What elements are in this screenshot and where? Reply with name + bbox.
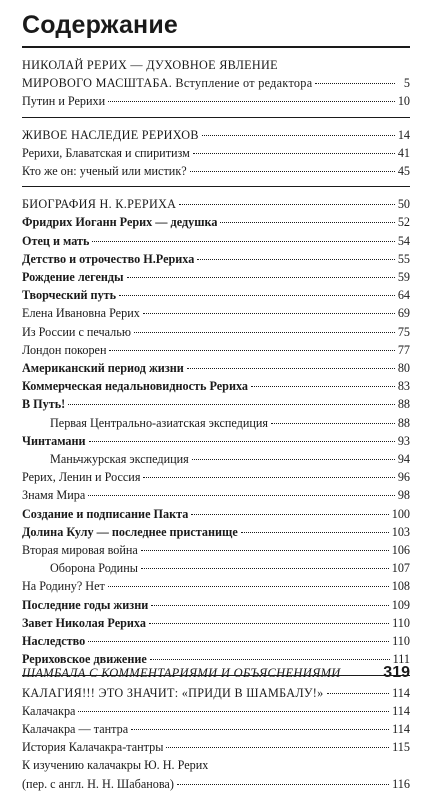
toc-entry[interactable] (22, 720, 410, 738)
dot-leader (141, 550, 389, 551)
dot-leader (131, 729, 389, 730)
toc-entry-title: Калачакра (22, 703, 76, 718)
dot-leader (127, 277, 395, 278)
toc-section (22, 126, 410, 181)
toc-entry[interactable] (22, 56, 410, 74)
toc-entry-title: Творческий путь (22, 288, 117, 303)
toc-entry[interactable] (22, 738, 410, 756)
toc-entry-page: 88 (397, 415, 410, 430)
toc-entry-title: (пер. с англ. Н. Н. Шабанова) (22, 776, 174, 791)
dot-leader (88, 495, 395, 496)
toc-entry-title: ЖИВОЕ НАСЛЕДИЕ РЕРИХОВ (22, 127, 199, 142)
toc-entry-page: 93 (397, 433, 410, 448)
dot-leader (68, 404, 395, 405)
section-divider (22, 117, 410, 118)
toc-entry-title: Американский период жизни (22, 361, 184, 376)
dot-leader (166, 747, 389, 748)
dot-leader (88, 641, 389, 642)
toc-entry-page: 111 (392, 652, 410, 667)
dot-leader (271, 423, 395, 424)
dot-leader (119, 295, 395, 296)
toc-entry-title: В Путь! (22, 397, 66, 412)
toc-entry-title: Вторая мировая война (22, 543, 138, 558)
dot-leader (108, 586, 389, 587)
toc-entry-title: Создание и подписание Пакта (22, 506, 189, 521)
toc-entry-page: 52 (397, 215, 410, 230)
dot-leader (327, 693, 390, 694)
dot-leader (187, 368, 395, 369)
title-rule (22, 46, 410, 48)
toc-entry-page: 54 (397, 233, 410, 248)
toc-entry[interactable] (22, 286, 410, 304)
toc-entry-page: 109 (391, 597, 410, 612)
toc-entry-page: 69 (397, 306, 410, 321)
toc-entry[interactable] (22, 144, 410, 162)
toc-entry-title: Из России с печалью (22, 324, 131, 339)
toc-entry-title: Рериховское движение (22, 652, 147, 667)
toc-entry-page: 59 (397, 270, 410, 285)
toc-entry-title: Чинтамани (22, 433, 86, 448)
dot-leader (193, 153, 395, 154)
toc-entry-page: 41 (397, 145, 410, 160)
page-number: 319 (383, 664, 410, 681)
toc-entry-page: 114 (392, 703, 410, 718)
toc-entry[interactable] (22, 596, 410, 614)
toc-entry-title: КАЛАГИЯ!!! ЭТО ЗНАЧИТ: «ПРИДИ В ШАМБАЛУ!» (22, 685, 324, 700)
toc-entry-page: 103 (391, 524, 410, 539)
toc-entry[interactable] (22, 359, 410, 377)
toc-entry[interactable] (22, 468, 410, 486)
toc-entry[interactable] (22, 74, 410, 92)
toc-entry[interactable] (22, 523, 410, 541)
toc-entry-title: Долина Кулу — последнее пристанище (22, 524, 238, 539)
toc-entry[interactable] (22, 323, 410, 341)
toc-entry[interactable] (22, 486, 410, 504)
toc-entry[interactable] (22, 232, 410, 250)
toc-entry[interactable] (22, 432, 410, 450)
toc-entry-title: Рождение легенды (22, 270, 124, 285)
toc-entry-title: Елена Ивановна Рерих (22, 306, 140, 321)
dot-leader (92, 241, 394, 242)
dot-leader (197, 259, 394, 260)
toc-entry-title: Завет Николая Рериха (22, 615, 146, 630)
running-title: ШАМБАЛА С КОММЕНТАРИЯМИ И ОБЪЯСНЕНИЯМИ (22, 666, 341, 680)
dot-leader (191, 514, 388, 515)
toc-entry-page: 114 (392, 721, 410, 736)
dot-leader (141, 568, 389, 569)
toc-entry[interactable] (22, 505, 410, 523)
toc-entry-page: 108 (391, 579, 410, 594)
page-footer (22, 664, 410, 682)
dot-leader (150, 659, 390, 660)
dot-leader (143, 313, 395, 314)
toc-section (22, 56, 410, 111)
toc-entry-title: Отец и мать (22, 233, 90, 248)
toc-entry[interactable] (22, 92, 410, 110)
toc-entry-page: 83 (397, 379, 410, 394)
dot-leader (315, 83, 395, 84)
toc-entry[interactable] (22, 541, 410, 559)
toc-entry[interactable] (22, 702, 410, 720)
page-title: Содержание (22, 11, 179, 39)
toc-entry-page: 106 (391, 543, 410, 558)
toc-entry-page: 94 (397, 452, 410, 467)
toc-entry-title: Лондон покорен (22, 342, 107, 357)
toc-entry[interactable] (22, 268, 410, 286)
dot-leader (108, 101, 395, 102)
toc-entry-page: 50 (397, 197, 410, 212)
dot-leader (177, 784, 389, 785)
toc-entry-page: 80 (397, 361, 410, 376)
dot-leader (89, 441, 395, 442)
toc-section (22, 195, 410, 668)
toc-entry-title: Рерихи, Блаватская и спиритизм (22, 145, 190, 160)
dot-leader (220, 222, 394, 223)
dot-leader (202, 135, 395, 136)
toc-entry[interactable] (22, 304, 410, 322)
toc-entry-page: 45 (397, 164, 410, 179)
toc-entry[interactable] (22, 577, 410, 595)
toc-entry-title: Детство и отрочество Н.Рериха (22, 251, 195, 266)
toc-entry-page: 100 (391, 506, 410, 521)
dot-leader (134, 332, 395, 333)
toc-entry-title: Рерих, Ленин и Россия (22, 470, 141, 485)
toc-entry-page: 110 (392, 634, 410, 649)
section-divider (22, 186, 410, 187)
toc-entry-title: Наследство (22, 634, 86, 649)
toc-entry-title: Фридрих Иоганн Рерих — дедушка (22, 215, 218, 230)
toc-entry[interactable] (22, 377, 410, 395)
toc-entry[interactable] (22, 126, 410, 144)
toc-entry-title: История Калачакра-тантры (22, 740, 164, 755)
toc-entry-title: Калачакра — тантра (22, 721, 129, 736)
toc-entry-page: 107 (391, 561, 410, 576)
dot-leader (241, 532, 389, 533)
toc-entry-page: 64 (397, 288, 410, 303)
toc-entry[interactable] (22, 250, 410, 268)
toc-entry-page: 115 (392, 740, 410, 755)
toc-entry-page: 88 (397, 397, 410, 412)
toc-entry-title: Знамя Мира (22, 488, 86, 503)
toc-entry[interactable] (22, 775, 410, 793)
toc-entry-page: 14 (397, 127, 410, 142)
toc-entry[interactable] (22, 559, 410, 577)
toc-entry[interactable] (22, 756, 410, 774)
toc-entry-page: 114 (392, 685, 410, 700)
dot-leader (251, 386, 395, 387)
toc-entry-page: 98 (397, 488, 410, 503)
toc-entry-title: К изучению калачакры Ю. Н. Рерих (22, 758, 209, 773)
toc-entry[interactable] (22, 632, 410, 650)
dot-leader (149, 623, 389, 624)
toc-entry[interactable] (22, 450, 410, 468)
toc-entry-title: Последние годы жизни (22, 597, 149, 612)
toc-entry[interactable] (22, 341, 410, 359)
dot-leader (192, 459, 395, 460)
toc-entry-title: Первая Центрально-азиатская экспедиция (50, 415, 269, 430)
toc-entry-title: МИРОВОГО МАСШТАБА. Вступление от редактора (22, 76, 313, 91)
toc-entry-page: 77 (397, 342, 410, 357)
toc-entry-title: Путин и Рерихи (22, 94, 106, 109)
toc-entry[interactable] (22, 213, 410, 231)
toc-list (22, 56, 410, 793)
toc-entry-page: 10 (397, 94, 410, 109)
toc-section (22, 684, 410, 793)
toc-entry-title: Кто же он: ученый или мистик? (22, 164, 187, 179)
toc-entry-page: 116 (392, 776, 410, 791)
toc-entry-page: 55 (397, 251, 410, 266)
toc-entry-page: 110 (392, 615, 410, 630)
toc-entry-page: 96 (397, 470, 410, 485)
toc-entry[interactable] (22, 395, 410, 413)
toc-entry-title: Оборона Родины (50, 561, 138, 576)
toc-entry-page: 75 (397, 324, 410, 339)
dot-leader (179, 204, 395, 205)
toc-entry-title: Маньчжурская экспедиция (50, 452, 189, 467)
dot-leader (143, 477, 394, 478)
dot-leader (151, 605, 388, 606)
toc-entry[interactable] (22, 614, 410, 632)
toc-entry[interactable] (22, 195, 410, 213)
toc-entry-title: Коммерческая недальновидность Рериха (22, 379, 249, 394)
toc-entry-title: НИКОЛАЙ РЕРИХ — ДУХОВНОЕ ЯВЛЕНИЕ (22, 58, 278, 72)
toc-entry[interactable] (22, 162, 410, 180)
toc-entry-title: На Родину? Нет (22, 579, 105, 594)
dot-leader (109, 350, 394, 351)
toc-entry-title: БИОГРАФИЯ Н. К.РЕРИХА (22, 197, 177, 212)
toc-entry[interactable] (22, 414, 410, 432)
toc-entry-page: 5 (403, 76, 410, 91)
dot-leader (78, 711, 389, 712)
dot-leader (190, 171, 395, 172)
